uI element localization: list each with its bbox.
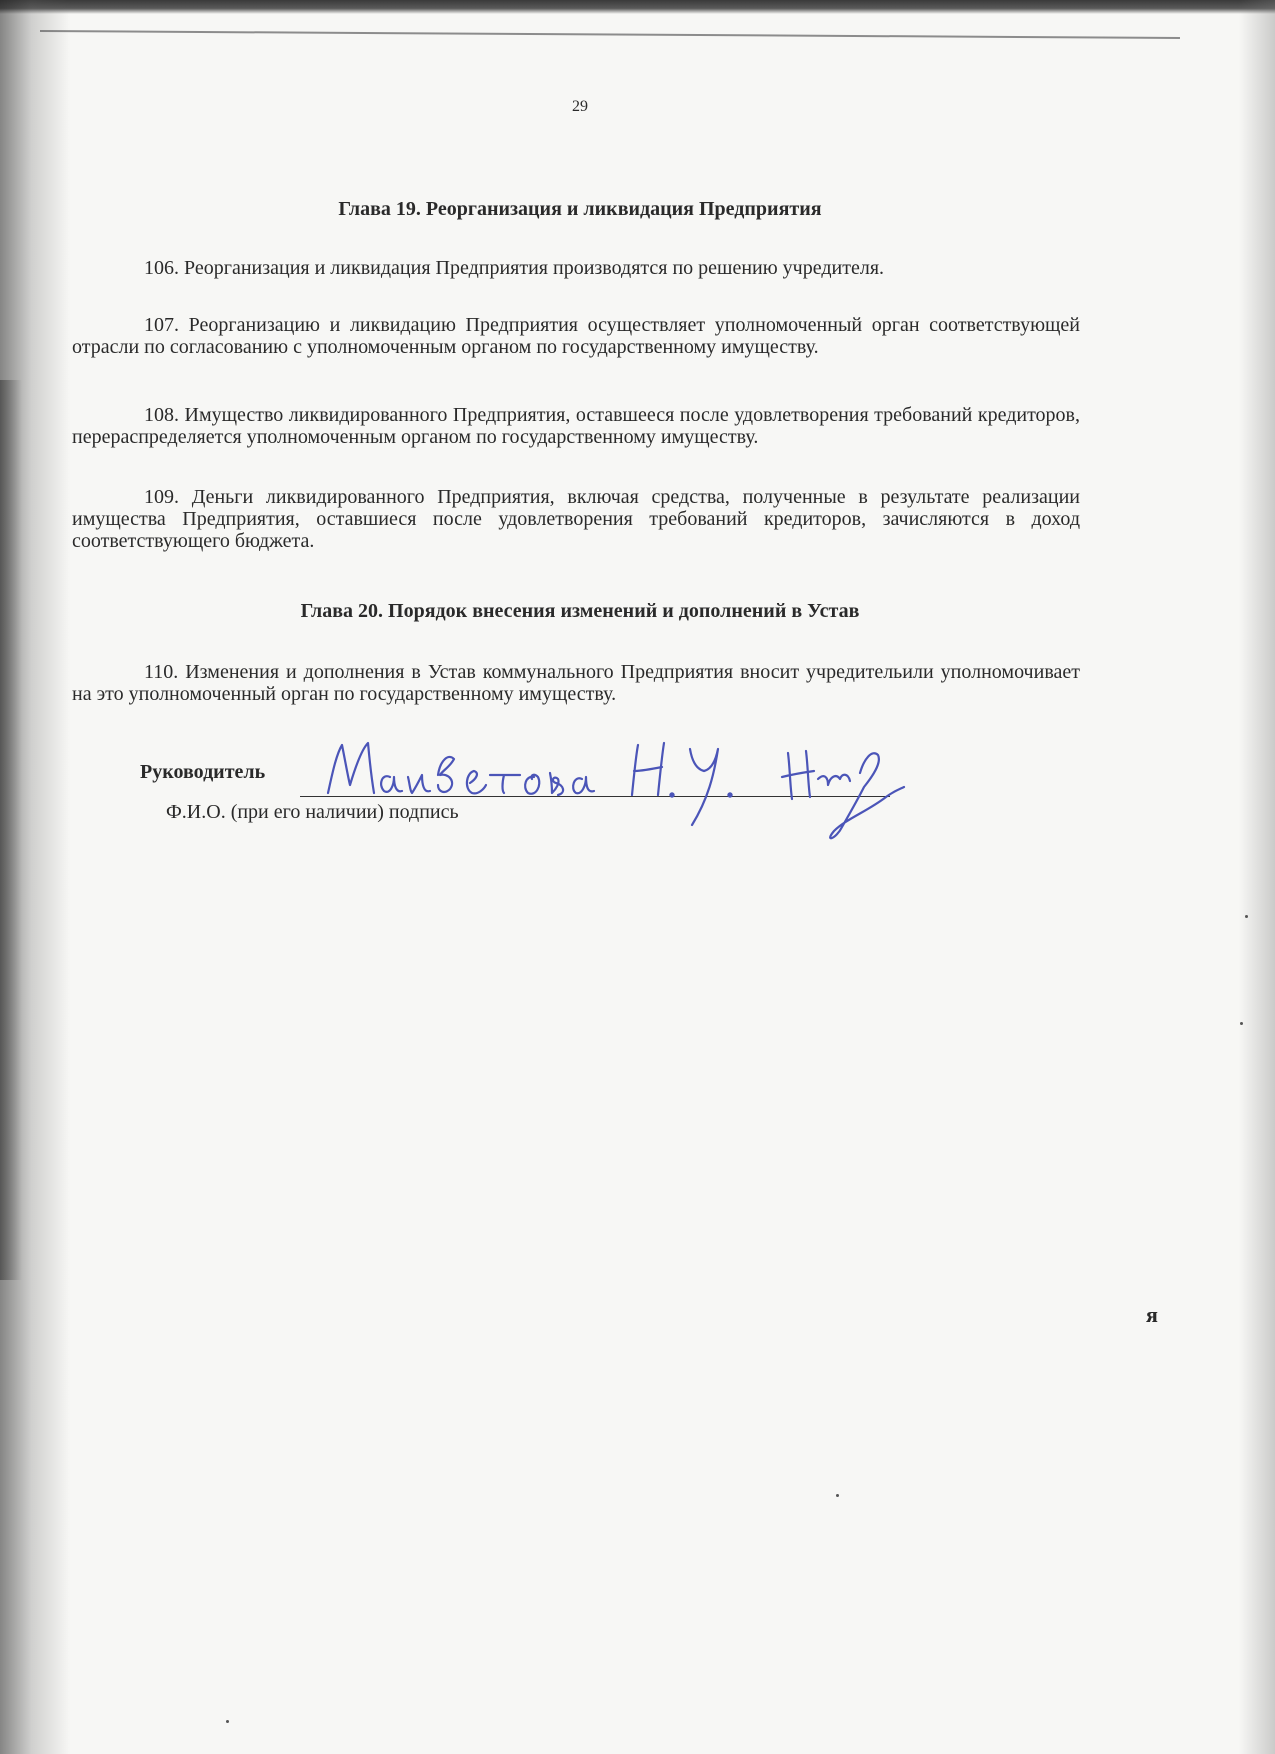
- paragraph-107: 107. Реорганизацию и ликвидацию Предприятия осуществляет уполномоченный орган соответствующей отрасли по согласованию с уполномоченным органом по государственному имуществу.: [72, 314, 1080, 358]
- paragraph-110: 110. Изменения и дополнения в Устав коммунального Предприятия вносит учредительили уполномочивает на это уполномоченный орган по государственному имуществу.: [72, 661, 1080, 705]
- scan-speck: [836, 1494, 839, 1497]
- paragraph-106: 106. Реорганизация и ликвидация Предприятия производятся по решению учредителя.: [144, 257, 885, 279]
- handwritten-signature: [320, 715, 910, 855]
- chapter-19-title: Глава 19. Реорганизация и ликвидация Предприятия: [338, 198, 822, 220]
- scan-top-line: [40, 30, 1180, 39]
- scan-speck: [226, 1720, 229, 1723]
- scan-speck: [1245, 915, 1248, 918]
- paragraph-108: 108. Имущество ликвидированного Предприятия, оставшееся после удовлетворения требований кредиторов, перераспределяется уполномоченным органом по государственному имуществу.: [72, 404, 1080, 448]
- margin-mark: я: [1146, 1302, 1158, 1327]
- paragraph-109: 109. Деньги ликвидированного Предприятия, включая средства, полученные в результате реализации имущества Предприятия, оставшиеся после удовлетворения требований кредиторов, зачисляются в доход соответствующего бюджета.: [72, 486, 1080, 552]
- chapter-20-title: Глава 20. Порядок внесения изменений и дополнений в Устав: [300, 600, 860, 622]
- page-number: 29: [572, 98, 588, 115]
- signature-label: Руководитель: [140, 761, 266, 783]
- signature-caption: Ф.И.О. (при его наличии) подпись: [166, 801, 459, 823]
- scan-top-edge: [0, 0, 1275, 14]
- scan-right-shadow: [1239, 0, 1275, 1754]
- scan-speck: [1240, 1022, 1243, 1025]
- scan-left-dark: [0, 380, 22, 1280]
